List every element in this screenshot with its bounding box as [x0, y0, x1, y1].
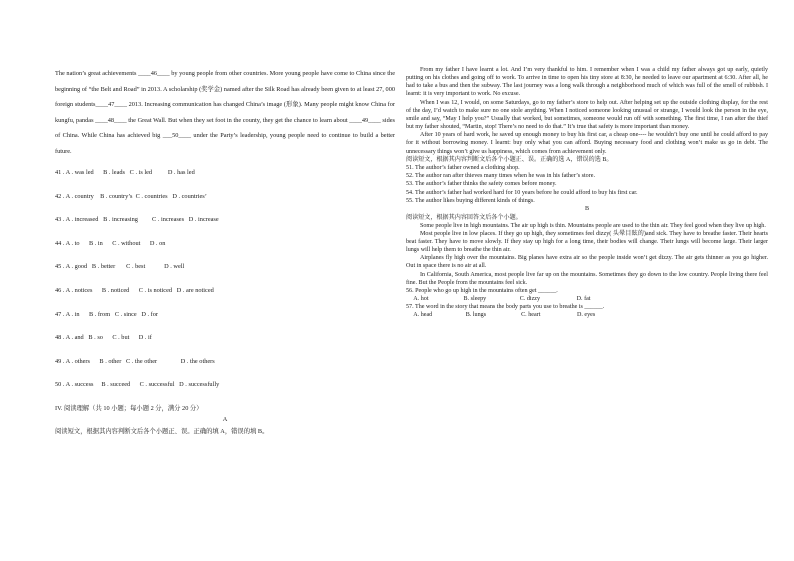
question-49-options: 49 . A . others B . other C . the other D . the others — [55, 357, 215, 365]
question-56: 56. People who go up high in the mountains often get ______. — [406, 287, 558, 294]
cloze-passage: The nation’s great achievements ____46____ by young people from other countries. More young people have come to China since the beginning of “the Belt and Road” in 2013. A scholarship (奖学金) named after the Silk Road has already been given to at least 27, 000 foreign students____47____ 2013. Increasing communication has changed China’s image (形象). Many people might know China for kungfu, pandas ____48____ the Great Wall. But when they set foot in the county, they get the chance to learn about ____49____ sides of China. While China has achieved big ___50____ under the Party’s leadership, young people need to continue to build a better future. — [55, 70, 395, 155]
question-57-options: A. head B. lungs C. heart D. eyes — [406, 312, 596, 319]
question-54: 54. The author’s father had worked hard for 10 years before he could afford to buy his first car. — [406, 189, 638, 196]
passage-b-instruction: 阅读短文，根据其内容回答文后各个小题。 — [406, 214, 522, 221]
passage-a-paragraph: When I was 12, I would, on some Saturdays, go to my father’s store to help out. After helping set up the outside clothing display, for the rest of the day, I’d watch to make sure no one stole anything. When I noticed someone looking unusual or strange, I would look the person in the eye, smile and say, “May I help you?” Usually that worked, but sometimes, someone would run off with something. The first time, I ran after the thief but my father shouted, “Martin, stop! There’s no need to do that.” It’s true that safety is more important than money. — [406, 99, 768, 131]
passage-a-instruction: 阅读短文，根据其内容判断文后各个小题正、误。正确的选 A，错误的选 B。 — [406, 156, 613, 163]
passage-b-paragraph: Most people live in low places. If they go up high, they sometimes feel dizzy( 头晕目眩的)and sick. They have to breathe faster. Their hearts beat faster. They have to move slowly. If they stay up high for a long time, their bodies will change. Their lungs will become large. Their larger lungs will help them to breathe the thin air. — [406, 230, 768, 254]
part-a-label: A — [222, 415, 228, 423]
question-57: 57. The word in the story that means the body parts you use to breathe is ______. — [406, 304, 605, 311]
question-41-options: 41 . A . was led B . leads C . is led D . has led — [55, 169, 195, 176]
question-47-options: 47 . A . in B . from C . since D . for — [55, 310, 159, 318]
question-51: 51. The author’s father owned a clothing shop. — [406, 164, 520, 171]
passage-b-paragraph: Airplanes fly high over the mountains. Big planes have extra air so the people inside won’t get dizzy. The air gets thinner as you go higher. Out in space there is no air at all. — [406, 255, 768, 270]
passage-b-paragraph: In California, South America, most people live far up on the mountains. Sometimes they go down to the low country. People living there feel fine. But the People from the mountains feel sick. — [406, 271, 768, 286]
passage-b-paragraph: Some people live in high mountains. The air up high is thin. Mountains people are used to the thin air. They feel good when they live up high. — [420, 222, 766, 229]
section-title: IV. 阅读理解（共 10 小题；每小题 2 分，满分 20 分） — [55, 404, 203, 412]
part-b-label: B — [584, 206, 590, 213]
question-45-options: 45 . A . good B . better C . best D . well — [55, 263, 185, 271]
question-48-options: 48 . A . and B . so C . but D . if — [55, 334, 152, 342]
question-52: 52. The author ran after thieves many times when he was in his father’s store. — [406, 173, 595, 180]
question-44-options: 44 . A . to B . in C . without D . on — [55, 239, 166, 247]
passage-a-paragraph: From my father I have learnt a lot. And I’m very thankful to him. I remember when I was a child my father always got up early, quietly putting on his clothes and going off to work. To arrive in time to open his tiny store at 8:30, he needed to leave our apartment at 6:30. After all, he had to take a bus and then the subway. The last journey was a long walk through a neighborhood much of which was full of the smell of rubbish. I learnt: it is very important to work. No excuse. — [406, 67, 768, 98]
question-56-options: A. hot B. sleepy C. dizzy D. fat — [406, 296, 591, 303]
right-column — [406, 66, 768, 320]
left-column — [55, 66, 395, 436]
question-43-options: 43 . A . increased B . increasing C . increases D . increase — [55, 216, 219, 224]
question-53: 53. The author’s father thinks the safety comes before money. — [406, 181, 557, 188]
part-a-instruction: 阅读短文，根据其内容判断文后各个小题正、误。正确的填 A，错误的填 B。 — [55, 427, 269, 435]
question-46-options: 46 . A . notices B . noticed C . is noticed D . are noticed — [55, 286, 214, 294]
question-50-options: 50 . A . success B . succeed C . successful D . successfully — [55, 381, 220, 389]
question-42-options: 42 . A . country B . country’s C . countries D . countries’ — [55, 192, 207, 200]
question-55: 55. The author likes buying different kinds of things. — [406, 198, 535, 205]
passage-a-paragraph: After 10 years of hard work, he saved up enough money to buy his first car, a cheap one---- he wouldn’t buy one until he could afford to pay for it without borrowing money. I learnt: buy only what you can afford. Buying necessary food and clothing won’t make us go in debt. The unnecessary things won’t give us happiness, which comes from achievement only. — [406, 132, 768, 155]
